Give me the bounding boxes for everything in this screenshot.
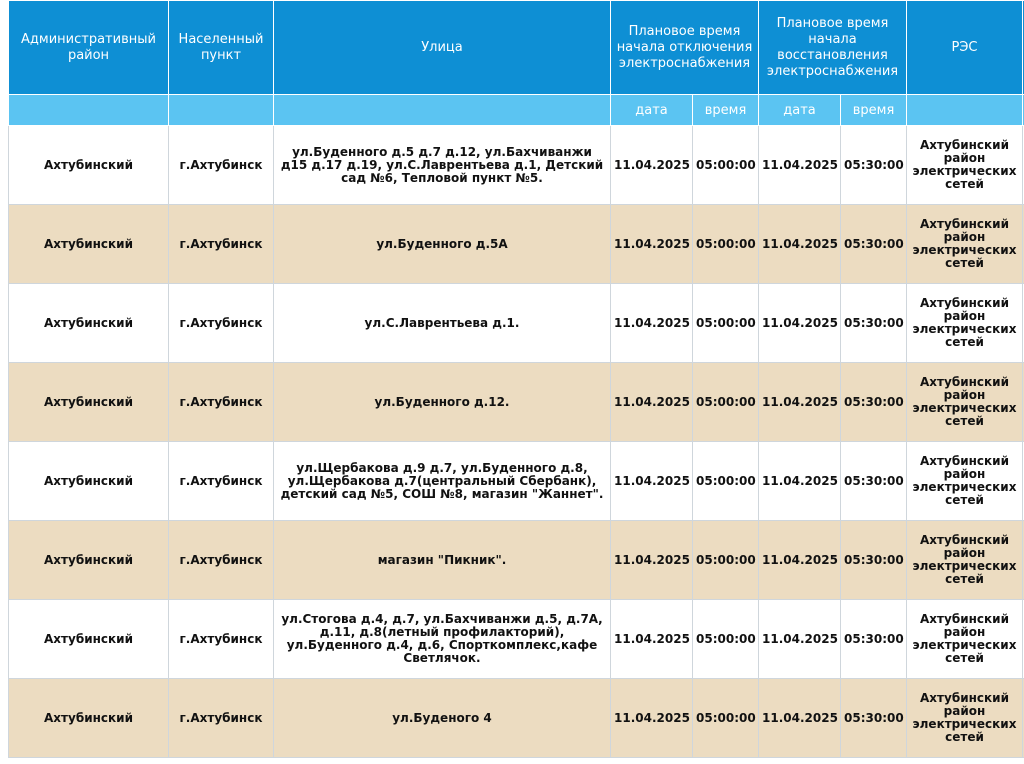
cell-locality: г.Ахтубинск: [169, 363, 274, 442]
cell-restore-time: 05:30:00: [841, 679, 907, 758]
cell-off-date: 11.04.2025: [611, 600, 693, 679]
subheader-empty: [907, 95, 1023, 126]
cell-locality: г.Ахтубинск: [169, 284, 274, 363]
cell-off-time: 05:00:00: [693, 521, 759, 600]
cell-street: ул.Буденого 4: [274, 679, 611, 758]
subheader-empty: [169, 95, 274, 126]
cell-street: ул.Буденного д.5 д.7 д.12, ул.Бахчиванжи д15 д.17 д.19, ул.С.Лаврентьева д.1, Детский сад №6, Тепловой пункт №5.: [274, 126, 611, 205]
cell-res: Ахтубинский район электрических сетей: [907, 521, 1023, 600]
cell-street: ул.Буденного д.5А: [274, 205, 611, 284]
subheader-restore-time: время: [841, 95, 907, 126]
cell-locality: г.Ахтубинск: [169, 126, 274, 205]
cell-restore-date: 11.04.2025: [759, 442, 841, 521]
subheader-restore-date: дата: [759, 95, 841, 126]
cell-off-time: 05:00:00: [693, 363, 759, 442]
cell-district: Ахтубинский: [9, 600, 169, 679]
outage-schedule-table: [8, 0, 1024, 758]
cell-street: ул.Щербакова д.9 д.7, ул.Буденного д.8, ул.Щербакова д.7(центральный Сбербанк), детский сад №5, СОШ №8, магазин "Жаннет".: [274, 442, 611, 521]
cell-street: магазин "Пикник".: [274, 521, 611, 600]
cell-restore-time: 05:30:00: [841, 126, 907, 205]
table-row: [9, 600, 1024, 679]
table-row: [9, 521, 1024, 600]
cell-restore-date: 11.04.2025: [759, 363, 841, 442]
table-row: [9, 205, 1024, 284]
table-row: [9, 442, 1024, 521]
cell-restore-date: 11.04.2025: [759, 126, 841, 205]
cell-off-time: 05:00:00: [693, 284, 759, 363]
cell-street: ул.Стогова д.4, д.7, ул.Бахчиванжи д.5, д.7А, д.11, д.8(летный профилакторий), ул.Буденного д.4, д.6, Спорткомплекс,кафе Светлячок.: [274, 600, 611, 679]
cell-restore-time: 05:30:00: [841, 363, 907, 442]
cell-restore-time: 05:30:00: [841, 521, 907, 600]
header-res: РЭС: [907, 1, 1023, 95]
cell-district: Ахтубинский: [9, 442, 169, 521]
cell-off-date: 11.04.2025: [611, 679, 693, 758]
cell-restore-date: 11.04.2025: [759, 600, 841, 679]
table-row: [9, 363, 1024, 442]
cell-restore-date: 11.04.2025: [759, 679, 841, 758]
cell-restore-date: 11.04.2025: [759, 284, 841, 363]
cell-off-time: 05:00:00: [693, 205, 759, 284]
cell-res: Ахтубинский район электрических сетей: [907, 205, 1023, 284]
cell-locality: г.Ахтубинск: [169, 521, 274, 600]
cell-locality: г.Ахтубинск: [169, 679, 274, 758]
cell-street: ул.С.Лаврентьева д.1.: [274, 284, 611, 363]
cell-off-date: 11.04.2025: [611, 363, 693, 442]
cell-restore-time: 05:30:00: [841, 205, 907, 284]
cell-res: Ахтубинский район электрических сетей: [907, 679, 1023, 758]
subheader-off-date: дата: [611, 95, 693, 126]
cell-res: Ахтубинский район электрических сетей: [907, 363, 1023, 442]
cell-district: Ахтубинский: [9, 679, 169, 758]
header-street: Улица: [274, 1, 611, 95]
cell-off-date: 11.04.2025: [611, 442, 693, 521]
cell-off-date: 11.04.2025: [611, 126, 693, 205]
header-off-time: Плановое время начала отключения электроснабжения: [611, 1, 759, 95]
cell-district: Ахтубинский: [9, 521, 169, 600]
cell-off-time: 05:00:00: [693, 600, 759, 679]
table-row: [9, 679, 1024, 758]
cell-restore-time: 05:30:00: [841, 284, 907, 363]
subheader-empty: [274, 95, 611, 126]
table-subheader-row: [9, 95, 1024, 126]
cell-res: Ахтубинский район электрических сетей: [907, 126, 1023, 205]
header-district: Административный район: [9, 1, 169, 95]
cell-restore-time: 05:30:00: [841, 442, 907, 521]
cell-restore-date: 11.04.2025: [759, 205, 841, 284]
header-locality: Населенный пункт: [169, 1, 274, 95]
cell-off-time: 05:00:00: [693, 679, 759, 758]
cell-res: Ахтубинский район электрических сетей: [907, 284, 1023, 363]
cell-locality: г.Ахтубинск: [169, 205, 274, 284]
cell-res: Ахтубинский район электрических сетей: [907, 600, 1023, 679]
subheader-off-time: время: [693, 95, 759, 126]
cell-off-time: 05:00:00: [693, 126, 759, 205]
table-header-row: [9, 1, 1024, 95]
cell-res: Ахтубинский район электрических сетей: [907, 442, 1023, 521]
cell-district: Ахтубинский: [9, 284, 169, 363]
subheader-empty: [9, 95, 169, 126]
cell-district: Ахтубинский: [9, 363, 169, 442]
cell-locality: г.Ахтубинск: [169, 442, 274, 521]
cell-off-date: 11.04.2025: [611, 205, 693, 284]
cell-locality: г.Ахтубинск: [169, 600, 274, 679]
header-restore-time: Плановое время начала восстановления электроснабжения: [759, 1, 907, 95]
cell-off-date: 11.04.2025: [611, 284, 693, 363]
cell-street: ул.Буденного д.12.: [274, 363, 611, 442]
cell-district: Ахтубинский: [9, 126, 169, 205]
cell-off-date: 11.04.2025: [611, 521, 693, 600]
cell-district: Ахтубинский: [9, 205, 169, 284]
cell-restore-date: 11.04.2025: [759, 521, 841, 600]
cell-off-time: 05:00:00: [693, 442, 759, 521]
cell-restore-time: 05:30:00: [841, 600, 907, 679]
table-row: [9, 126, 1024, 205]
table-row: [9, 284, 1024, 363]
